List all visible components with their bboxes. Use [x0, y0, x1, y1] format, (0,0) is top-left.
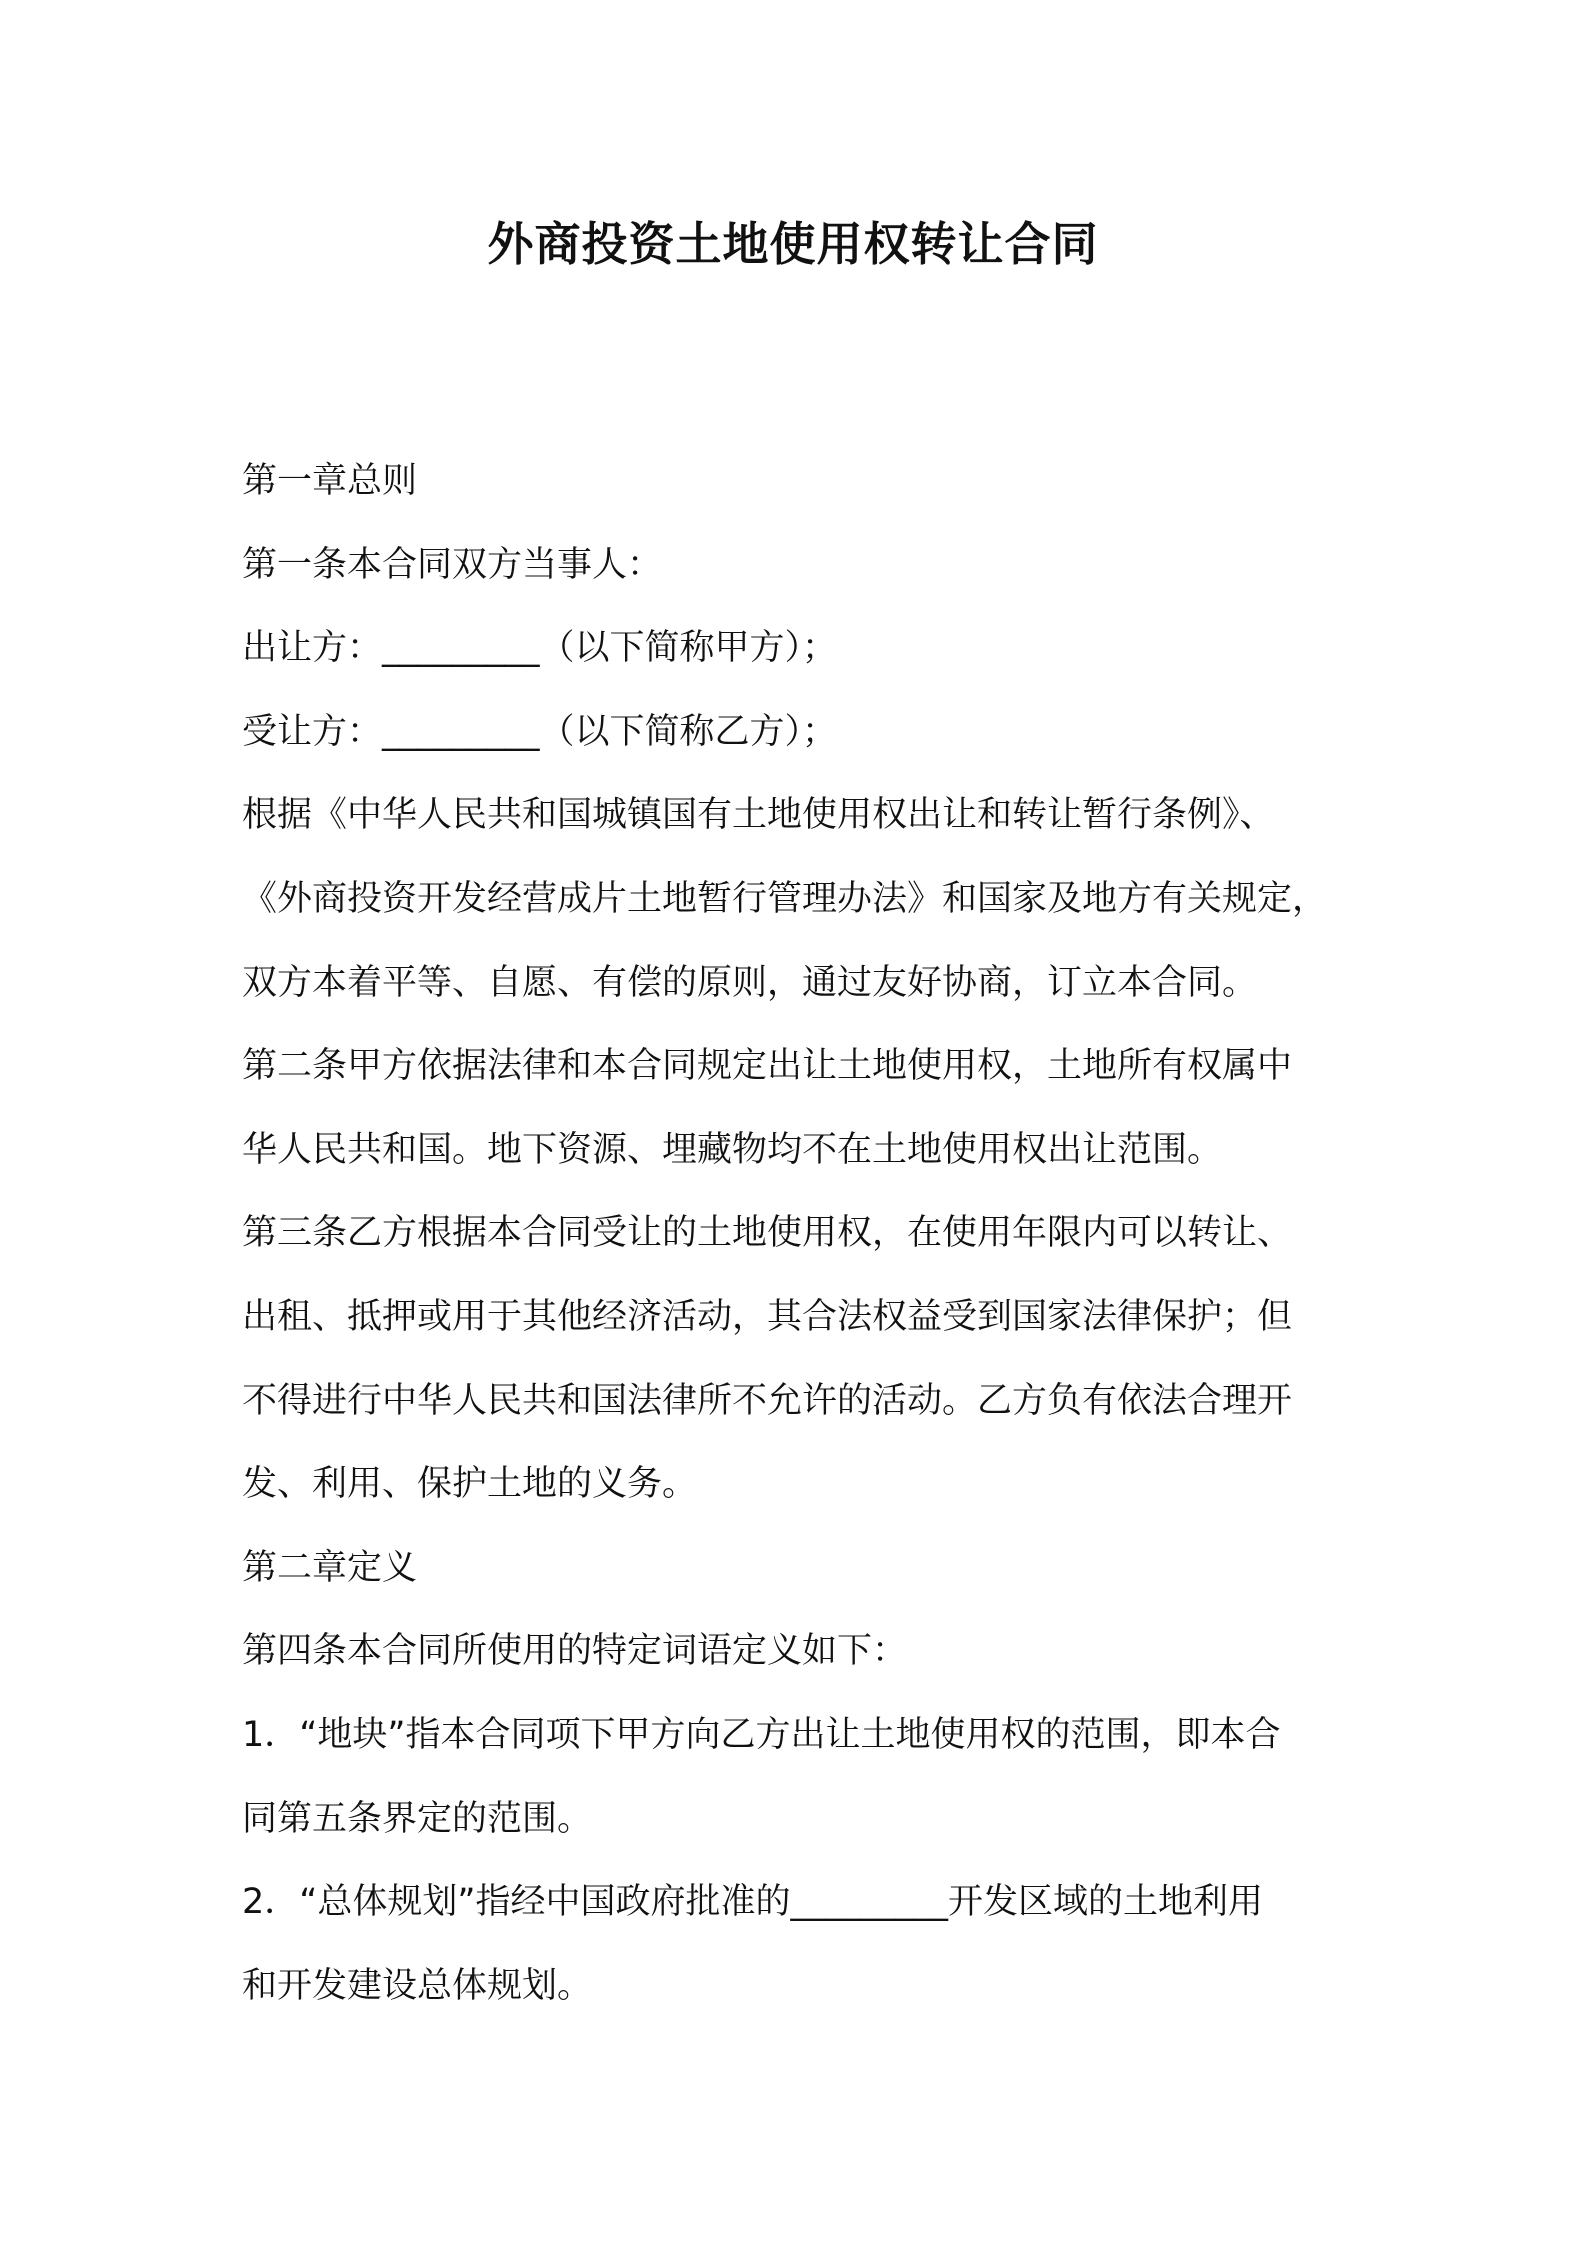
- definition-line: 同第五条界定的范围。: [242, 1798, 593, 1839]
- chapter-heading: 第二章定义: [242, 1547, 418, 1588]
- document-body: [242, 440, 1362, 2028]
- paragraph-line: 华人民共和国。地下资源、埋藏物均不在土地使用权出让范围。: [242, 1129, 1223, 1170]
- definition-line: 1．“地块”指本合同项下甲方向乙方出让土地使用权的范围，即本合: [242, 1714, 1281, 1755]
- article-line: 第二条甲方依据法律和本合同规定出让土地使用权，土地所有权属中: [242, 1046, 1293, 1087]
- party-line: 出让方：_________（以下简称甲方）；: [242, 628, 838, 669]
- definition-line: 2．“总体规划”指经中国政府批准的_________开发区域的土地利用: [242, 1882, 1264, 1923]
- definition-line: 和开发建设总体规划。: [242, 1965, 593, 2006]
- paragraph-line: 《外商投资开发经营成片土地暂行管理办法》和国家及地方有关规定，: [242, 878, 1328, 919]
- article-line: 第一条本合同双方当事人：: [242, 544, 663, 585]
- article-line: 第四条本合同所使用的特定词语定义如下：: [242, 1631, 908, 1672]
- paragraph-line: 双方本着平等、自愿、有偿的原则，通过友好协商，订立本合同。: [242, 962, 1258, 1003]
- paragraph-line: 出租、抵押或用于其他经济活动，其合法权益受到国家法律保护；但: [242, 1296, 1293, 1337]
- chapter-heading: 第一章总则: [242, 461, 418, 501]
- party-line: 受让方：_________（以下简称乙方）；: [242, 711, 838, 752]
- paragraph-line: 不得进行中华人民共和国法律所不允许的活动。乙方负有依法合理开: [242, 1380, 1293, 1421]
- document-title: 外商投资土地使用权转让合同: [487, 217, 1099, 271]
- paragraph-line: 根据《中华人民共和国城镇国有土地使用权出让和转让暂行条例》、: [242, 795, 1275, 836]
- article-line: 第三条乙方根据本合同受让的土地使用权，在使用年限内可以转让、: [242, 1213, 1293, 1254]
- paragraph-line: 发、利用、保护土地的义务。: [242, 1464, 698, 1505]
